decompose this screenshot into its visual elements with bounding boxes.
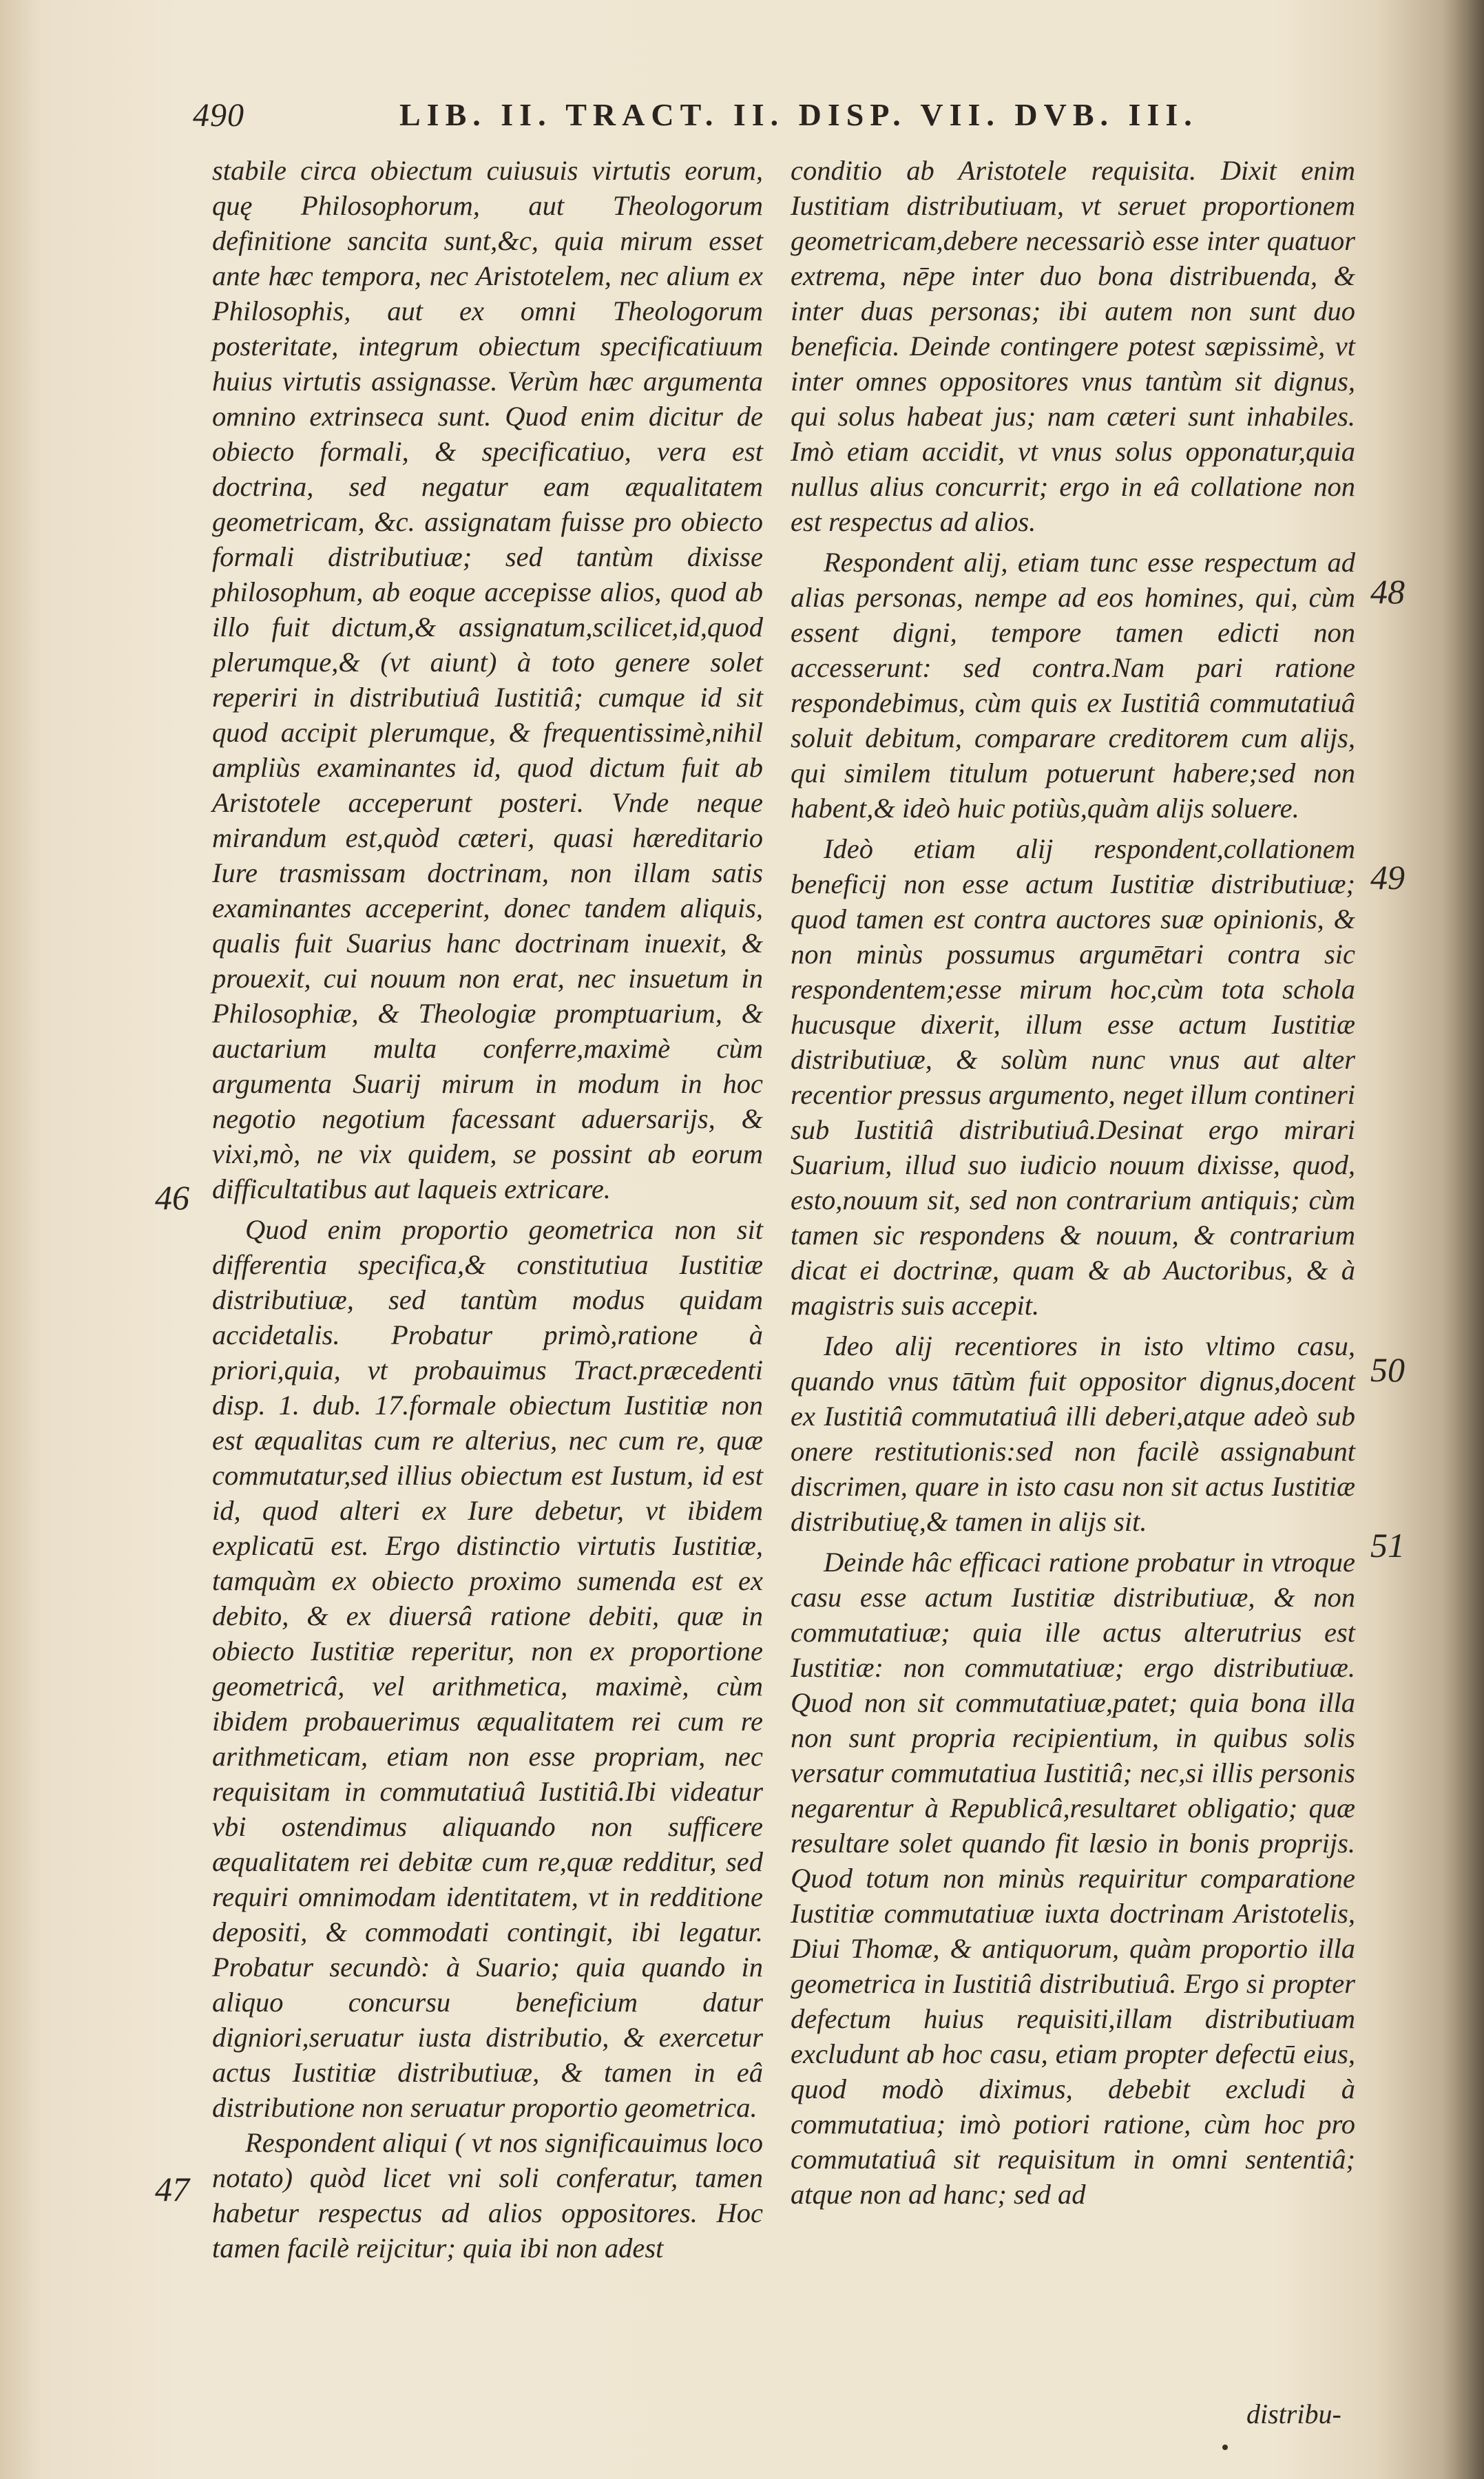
page-number: 490 (193, 97, 244, 134)
paragraph: Ideo alij recentiores in isto vltimo casu, quando vnus tātùm fuit oppositor dignus,docent ex Iustitiâ commutatiuâ illi deberi,atque adeò sub onere restitutionis:sed non facilè assignabunt discrimen, quare in isto casu non sit actus Iustitiæ distributiuę,& tamen in alijs sit. (791, 1330, 1355, 1537)
margin-number-49: 49 (1370, 858, 1405, 897)
paragraph: Respondent alij, etiam tunc esse respectum ad alias personas, nempe ad eos homines, qui, cùm essent digni, tempore tamen edicti non accesserunt: sed contra.Nam pari ratione respondebimus, cùm quis ex Iustitiâ commutatiuâ soluit debitum, comparare creditorem cum alijs, qui similem titulum potuerunt habere;sed non habent,& ideò huic potiùs,quàm alijs soluere. (791, 547, 1355, 824)
paragraph: Respondent aliqui ( vt nos significauimus loco notato) quòd licet vni soli conferatur, tamen habetur respectus ad alios oppositores. Hoc tamen facilè reijcitur; quia ibi non adest (212, 2127, 763, 2263)
paragraph: Quod enim proportio geometrica non sit differentia specifica,& constitutiua Iustitiæ distributiuæ, sed tantùm modus quidam accidetalis. Probatur primò,ratione à priori,quia, vt probauimus Tract.præcedenti disp. 1. dub. 17.formale obiectum Iustitiæ non est æqualitas cum re alterius, nec cum re, quæ commutatur,sed illius obiectum est Iustum, id est id, quod alteri ex Iure debetur, vt ibidem explicatū est. Ergo distinctio virtutis Iustitiæ, tamquàm ex obiecto proximo sumenda est ex debito, & ex diuersâ ratione debiti, quæ in obiecto Iustitiæ reperitur, non ex proportione geometricâ, vel arithmetica, maximè, cùm ibidem probauerimus æqualitatem rei cum re arithmeticam, etiam non esse propriam, nec requisitam in commutatiuâ Iustitiâ.Ibi videatur vbi ostendimus aliquando non sufficere æqualitatem rei debitæ cum re,quæ redditur, sed requiri omnimodam identitatem, vt in redditione depositi, & commodati contingit, ibi legatur. Probatur secundò: à Suario; quia quando in aliquo concursu beneficium datur digniori,seruatur iusta distributio, & exercetur actus Iustitiæ distributiuæ, & tamen in eâ distributione non seruatur proportio geometrica. (212, 1214, 763, 2123)
running-title: LIB. II. TRACT. II. DISP. VII. DVB. III. (399, 97, 1198, 132)
margin-number-46: 46 (155, 1178, 189, 1217)
paragraph: conditio ab Aristotele requisita. Dixit enim Iustitiam distributiuam, vt seruet proportionem geometricam,debere necessariò esse inter quatuor extrema, nēpe inter duo bona distribuenda, & inter duas personas; ibi autem non sunt duo beneficia. Deinde contingere potest sæpissimè, vt inter omnes oppositores vnus tantùm sit dignus, qui solus habeat jus; nam cæteri sunt inhabiles. Imò etiam accidit, vt vnus solus opponatur,quia nullus alius concurrit; ergo in eâ collatione non est respectus ad alios. (791, 155, 1355, 537)
ink-speck (1222, 2445, 1228, 2450)
paragraph: stabile circa obiectum cuiusuis virtutis eorum, quę Philosophorum, aut Theologorum definitione sancita sunt,&c, quia mirum esset ante hæc tempora, nec Aristotelem, nec alium ex Philosophis, aut ex omni Theologorum posteritate, integrum obiectum specificatiuum huius virtutis assignasse. Verùm hæc argumenta omnino extrinseca sunt. Quod enim dicitur de obiecto formali, & specificatiuo, vera est doctrina, sed negatur eam æqualitatem geometricam, &c. assignatam fuisse pro obiecto formali distributiuæ; sed tantùm dixisse philosophum, ab eoque accepisse alios, quod ab illo fuit dictum,& assignatum,scilicet,id,quod plerumque,& (vt aiunt) à toto genere solet reperiri in distributiuâ Iustitiâ; cumque id sit quod accipit plerumque, & frequentissimè,nihil ampliùs examinantes id, quod dictum fuit ab Aristotele acceperunt posteri. Vnde neque mirandum est,quòd cæteri, quasi hæreditario Iure trasmissam doctrinam, non illam satis examinantes acceperint, donec tandem aliquis, qualis fuit Suarius hanc doctrinam inuexit, & prouexit, cui nouum non erat, nec insuetum in Philosophiæ, & Theologiæ promptuarium, & auctarium multa conferre,maximè cùm argumenta Suarij mirum in modum in hoc negotio negotium facessant aduersarijs, & vixi,mò, ne vix quidem, se possint ab eorum difficultatibus aut laqueis extricare. (212, 155, 763, 1204)
running-header (193, 96, 1226, 145)
right-column (791, 153, 1355, 2212)
page-gutter-shadow (1443, 0, 1484, 2479)
margin-number-47: 47 (155, 2170, 189, 2208)
paragraph: Ideò etiam alij respondent,collationem beneficij non esse actum Iustitiæ distributiuæ; quod tamen est contra auctores suæ opinionis, & non minùs possumus argumētari contra sic respondentem;esse mirum hoc,cùm tota schola hucusque dixerit, illum esse actum Iustitiæ distributiuæ, & solùm nunc vnus aut alter recentior pressus argumento, neget illum contineri sub Iustitiâ distributiuâ.Desinat ergo mirari Suarium, illud suo iudicio nouum dixisse, quod, esto,nouum sit, sed non contrarium antiquis; cùm tamen sic respondens & nouum, & contrarium dicat ei doctrinæ, quam & ab Auctoribus, & à magistris suis accepit. (791, 833, 1355, 1321)
paragraph: Deinde hâc efficaci ratione probatur in vtroque casu esse actum Iustitiæ distributiuæ, & non commutatiuæ; quia ille actus alterutrius est Iustitiæ: non commutatiuæ; ergo distributiuæ. Quod non sit commutatiuæ,patet; quia bona illa non sunt propria recipientium, in quibus solis versatur commutatiua Iustitiâ; nec,si illis personis negarentur à Republicâ,resultaret obligatio; quæ resultare solet quando fit læsio in bonis proprijs. Quod totum non minùs requiritur comparatione Iustitiæ commutatiuæ iuxta doctrinam Aristotelis, Diui Thomæ, & antiquorum, quàm proportio illa geometrica in Iustitiâ distributiuâ. Ergo si propter defectum huius requisiti,illam distributiuam excludunt ab hoc casu, etiam propter defectū eius, quod modò diximus, debebit excludi à commutatiua; imò potiori ratione, cùm hoc pro commutatiuâ sit requisitum in omni sententiâ; atque non ad hanc; sed ad (791, 1547, 1355, 2210)
margin-number-50: 50 (1370, 1350, 1405, 1389)
margin-number-51: 51 (1370, 1526, 1405, 1565)
margin-number-48: 48 (1370, 572, 1405, 611)
left-column (212, 153, 763, 2266)
catchword: distribu- (1246, 2398, 1341, 2429)
